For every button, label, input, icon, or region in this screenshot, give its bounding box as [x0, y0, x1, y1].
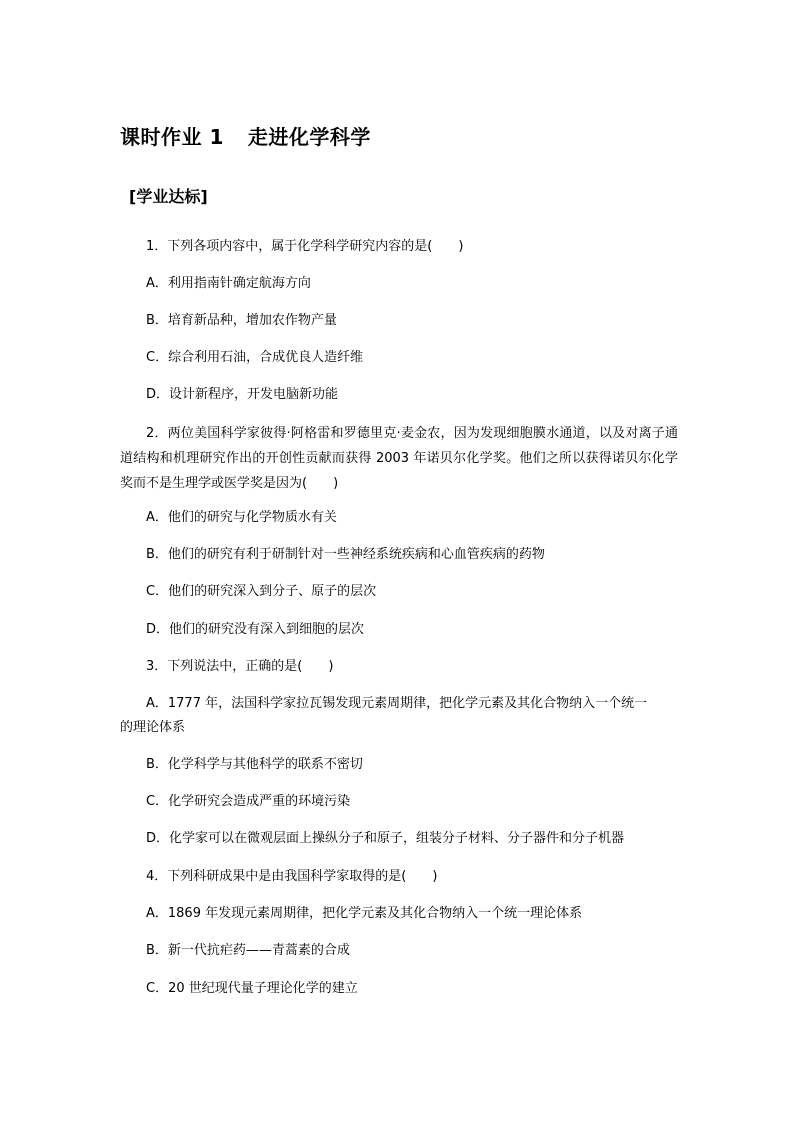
- question-1-option-c: C．综合利用石油，合成优良人造纤维: [146, 350, 364, 365]
- question-1-option-a: A．利用指南针确定航海方向: [146, 276, 311, 291]
- question-3-option-c: C．化学研究会造成严重的环境污染: [146, 794, 351, 809]
- question-1-stem: 1．下列各项内容中，属于化学科学研究内容的是( ): [146, 239, 464, 254]
- question-2-stem: 2．两位美国科学家彼得·阿格雷和罗德里克·麦金农，因为发现细胞膜水通道，以及对离子通道结构和机理研究作出的开创性贡献而获得 2003 年诺贝尔化学奖。他们之所以获得诺贝尔化学奖而不是生理学或医学奖是因为( ): [120, 426, 678, 491]
- question-3-option-b: B．化学科学与其他科学的联系不密切: [146, 757, 363, 772]
- question-2-option-a: A．他们的研究与化学物质水有关: [146, 510, 337, 525]
- question-4-stem: 4．下列科研成果中是由我国科学家取得的是( ): [146, 869, 438, 884]
- question-1-option-d: D．设计新程序，开发电脑新功能: [146, 387, 339, 402]
- section-heading: [学业达标]: [129, 187, 208, 206]
- question-2-option-c: C．他们的研究深入到分子、原子的层次: [146, 584, 377, 599]
- question-3-option-a-line1: A．1777 年，法国科学家拉瓦锡发现元素周期律，把化学元素及其化合物纳入一个统一: [146, 696, 648, 711]
- question-2-option-b: B．他们的研究有利于研制针对一些神经系统疾病和心血管疾病的药物: [146, 547, 545, 562]
- question-2-option-d: D．他们的研究没有深入到细胞的层次: [146, 622, 365, 637]
- question-4-option-c: C．20 世纪现代量子理论化学的建立: [146, 981, 358, 996]
- question-3-stem: 3．下列说法中，正确的是( ): [146, 659, 334, 674]
- question-3-option-a-line2: 的理论体系: [120, 720, 186, 735]
- question-3-option-d: D．化学家可以在微观层面上操纵分子和原子，组装分子材料、分子器件和分子机器: [146, 831, 625, 846]
- question-4-option-b: B．新一代抗疟药——青蒿素的合成: [146, 943, 350, 958]
- page-title: [120, 121, 371, 150]
- title-sub: 走进化学科学: [247, 125, 371, 149]
- question-4-option-a: A．1869 年发现元素周期律，把化学元素及其化合物纳入一个统一理论体系: [146, 906, 583, 921]
- question-1-option-b: B．培育新品种，增加农作物产量: [146, 313, 337, 328]
- title-main: 课时作业 1: [120, 125, 224, 149]
